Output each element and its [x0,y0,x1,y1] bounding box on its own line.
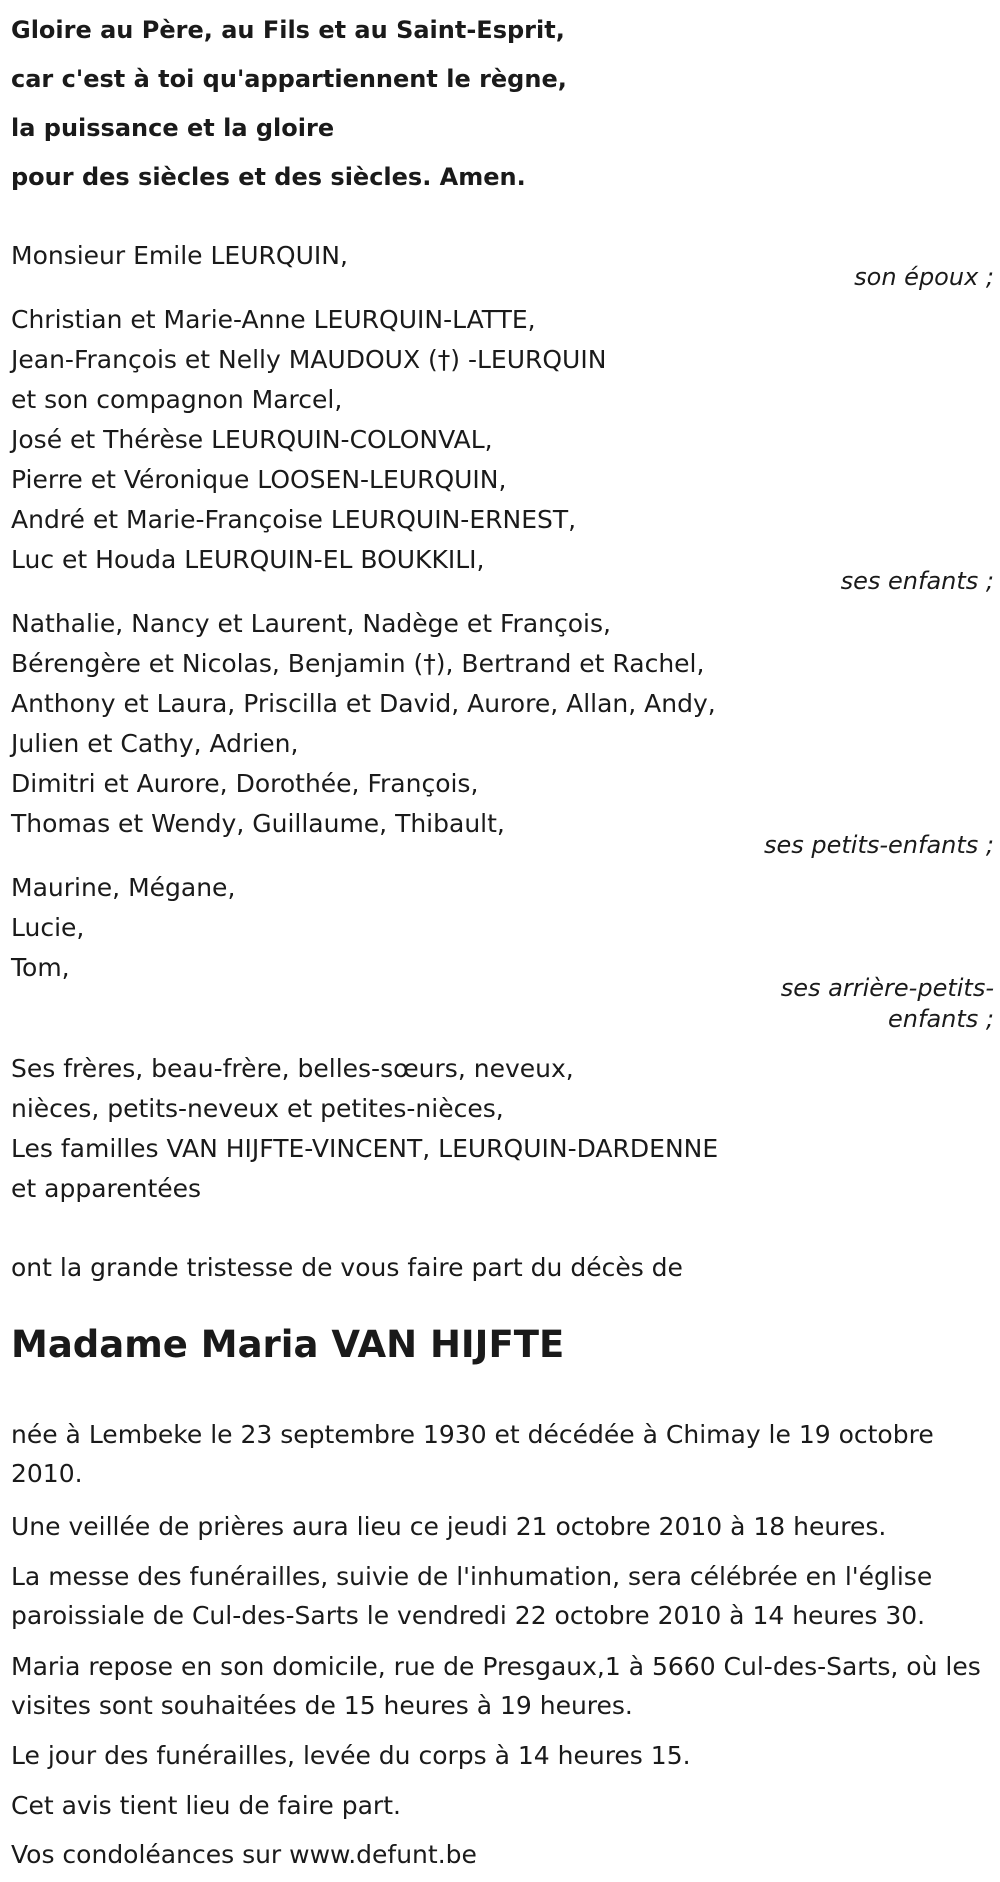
announcement-text: ont la grande tristesse de vous faire part du décès de [11,1253,683,1282]
prayer-line: pour des siècles et des siècles. Amen. [11,163,526,191]
child-line: Christian et Marie-Anne LEURQUIN-LATTE, [11,305,536,334]
child-line: José et Thérèse LEURQUIN-COLONVAL, [11,425,493,454]
family-line: et apparentées [11,1174,202,1203]
children-role: ses enfants ; [840,567,994,595]
child-line: Jean-François et Nelly MAUDOUX (†) -LEURQUIN [11,345,607,374]
prayer-block [11,6,991,202]
procession-text: Le jour des funérailles, levée du corps à 14 heures 15. [11,1741,691,1770]
spouse-name: Monsieur Emile LEURQUIN, [11,241,348,270]
great-grandchild-line: Tom, [11,953,70,982]
vigil-text: Une veillée de prières aura lieu ce jeudi 21 octobre 2010 à 18 heures. [11,1512,887,1541]
great-grandchildren-role: ses arrière-petits- enfants ; [780,974,994,1033]
condolences-text: Vos condoléances sur www.defunt.be [11,1840,477,1869]
grandchild-line: Bérengère et Nicolas, Benjamin (†), Bertrand et Rachel, [11,649,705,678]
great-grandchildren-block [11,868,991,988]
grandchild-line: Nathalie, Nancy et Laurent, Nadège et François, [11,609,611,638]
spouse-block [11,236,991,276]
family-line: Les familles VAN HIJFTE-VINCENT, LEURQUIN-DARDENNE [11,1134,719,1163]
grandchild-line: Dimitri et Aurore, Dorothée, François, [11,769,479,798]
birth-death-text: née à Lembeke le 23 septembre 1930 et décédée à Chimay le 19 octobre 2010. [11,1420,934,1488]
grandchild-line: Julien et Cathy, Adrien, [11,729,299,758]
grandchildren-role: ses petits-enfants ; [763,831,994,859]
spouse-role: son époux ; [854,263,994,291]
announcement-block [11,1248,991,1288]
prayer-line: la puissance et la gloire [11,114,335,142]
great-grandchild-line: Lucie, [11,913,85,942]
deceased-name: Madame Maria VAN HIJFTE [11,1323,565,1366]
child-line: et son compagnon Marcel, [11,385,343,414]
grandchildren-block [11,604,991,844]
family-line: Ses frères, beau-frère, belles-sœurs, neveux, [11,1054,574,1083]
grandchild-line: Thomas et Wendy, Guillaume, Thibault, [11,809,505,838]
children-block [11,300,991,580]
family-block [11,1049,991,1209]
grandchild-line: Anthony et Laura, Priscilla et David, Aurore, Allan, Andy, [11,689,716,718]
family-line: nièces, petits-neveux et petites-nièces, [11,1094,504,1123]
child-line: Pierre et Véronique LOOSEN-LEURQUIN, [11,465,507,494]
prayer-line: Gloire au Père, au Fils et au Saint-Esprit, [11,16,565,44]
great-grandchild-line: Maurine, Mégane, [11,873,236,902]
prayer-line: car c'est à toi qu'appartiennent le règne, [11,65,567,93]
child-line: André et Marie-Françoise LEURQUIN-ERNEST, [11,505,577,534]
notice-text: Cet avis tient lieu de faire part. [11,1791,401,1820]
child-line: Luc et Houda LEURQUIN-EL BOUKKILI, [11,545,485,574]
visitation-text: Maria repose en son domicile, rue de Presgaux,1 à 5660 Cul-des-Sarts, où les visites sont souhaitées de 15 heures à 19 heures. [11,1652,981,1720]
funeral-mass-text: La messe des funérailles, suivie de l'inhumation, sera célébrée en l'église paroissiale de Cul-des-Sarts le vendredi 22 octobre 2010 à 14 heures 30. [11,1562,933,1630]
